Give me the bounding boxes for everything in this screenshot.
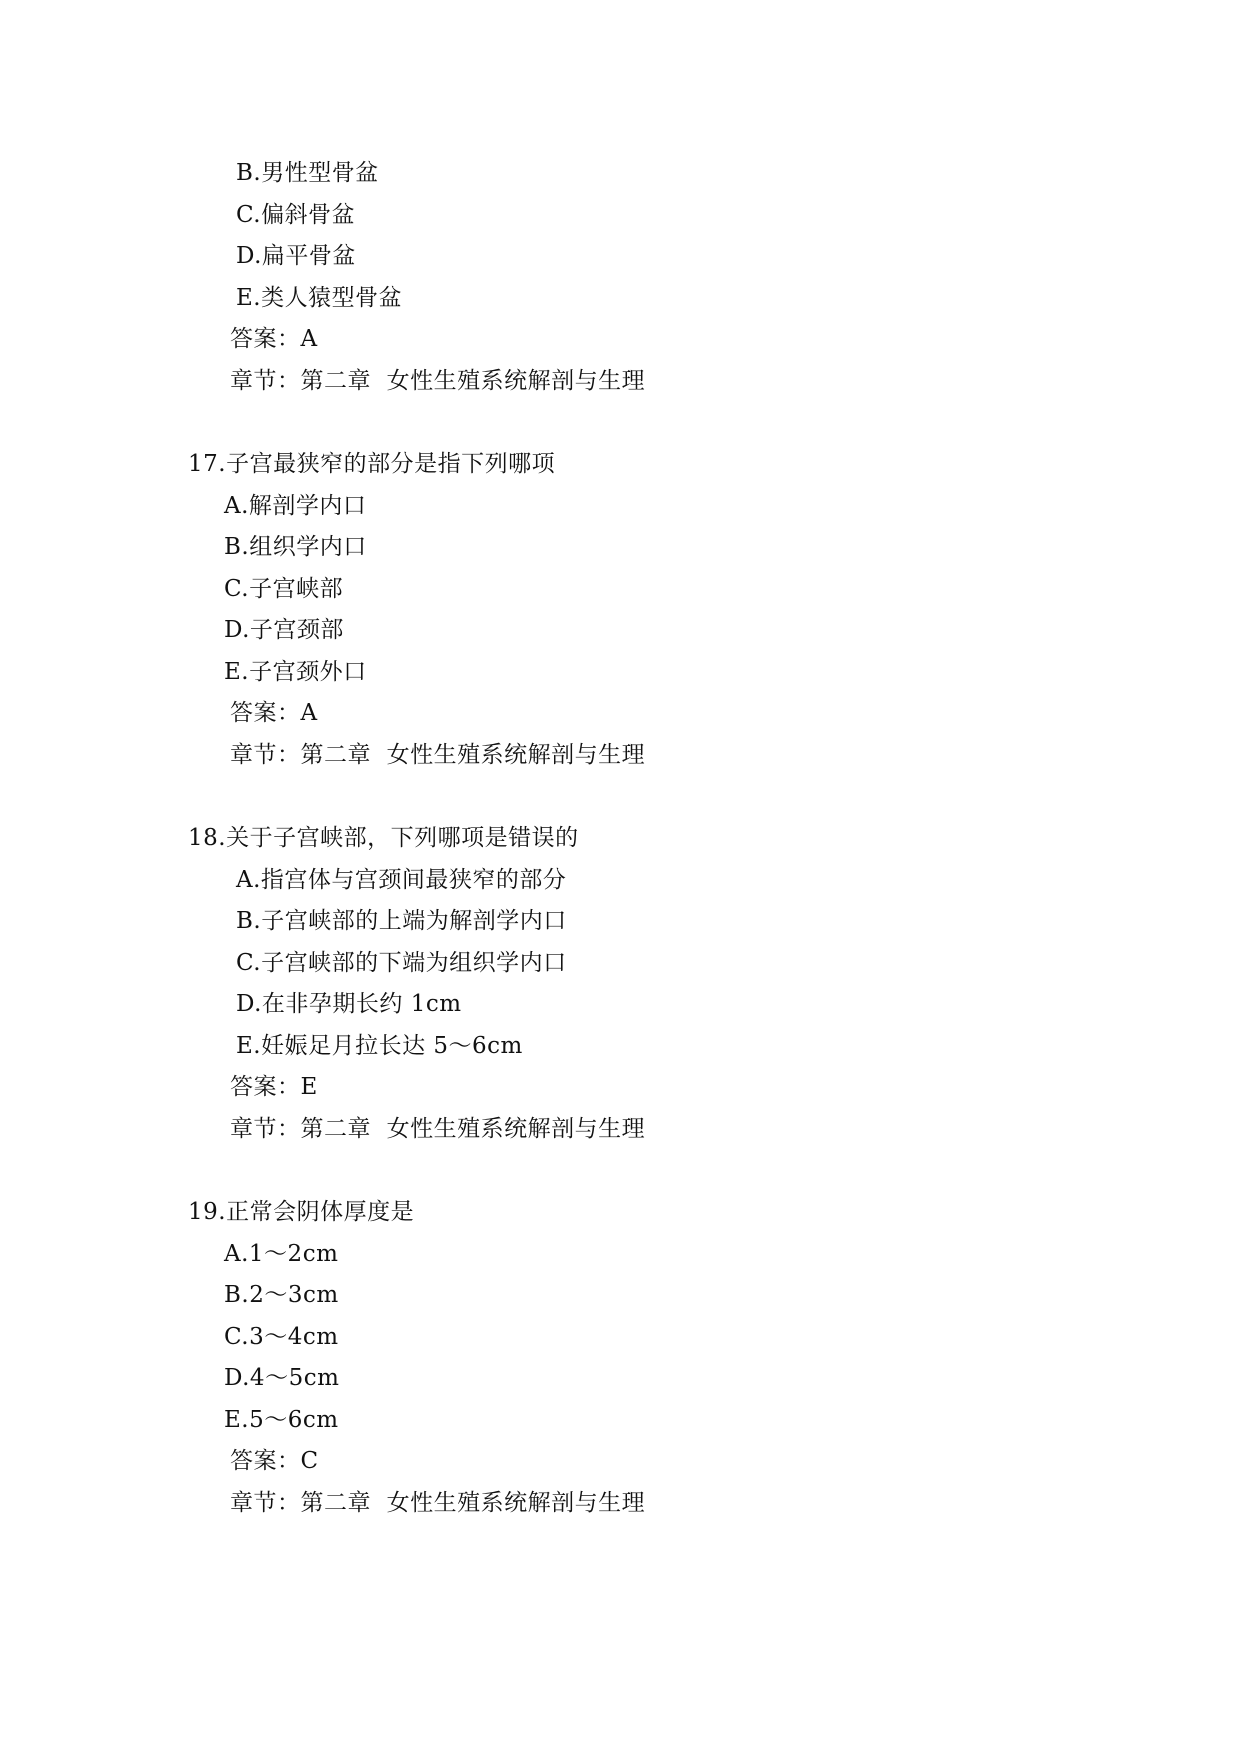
answer: 答案：E [230, 1074, 318, 1100]
option-c: C.3～4cm [224, 1324, 339, 1350]
answer: 答案：C [230, 1448, 319, 1474]
option-b: B.组织学内口 [224, 534, 367, 560]
question-stem: 19.正常会阴体厚度是 [188, 1199, 415, 1225]
option-b: B.男性型骨盆 [236, 160, 379, 186]
option-e: E.5～6cm [224, 1407, 339, 1433]
chapter: 章节：第二章 女性生殖系统解剖与生理 [230, 742, 646, 768]
option-c: C.偏斜骨盆 [236, 202, 356, 228]
option-c: C.子宫峡部 [224, 576, 344, 602]
option-e: E.子宫颈外口 [224, 659, 367, 685]
option-a: A.指宫体与宫颈间最狭窄的部分 [236, 867, 567, 893]
chapter: 章节：第二章 女性生殖系统解剖与生理 [230, 368, 646, 394]
option-c: C.子宫峡部的下端为组织学内口 [236, 950, 567, 976]
option-d: D.扁平骨盆 [236, 243, 356, 269]
chapter: 章节：第二章 女性生殖系统解剖与生理 [230, 1490, 646, 1516]
option-a: A.1～2cm [224, 1241, 339, 1267]
option-d: D.子宫颈部 [224, 617, 344, 643]
chapter: 章节：第二章 女性生殖系统解剖与生理 [230, 1116, 646, 1142]
question-stem: 17.子宫最狭窄的部分是指下列哪项 [188, 451, 556, 477]
answer: 答案：A [230, 700, 318, 726]
answer: 答案：A [230, 326, 318, 352]
question-stem: 18.关于子宫峡部，下列哪项是错误的 [188, 825, 579, 851]
option-e: E.类人猿型骨盆 [236, 285, 403, 311]
option-b: B.子宫峡部的上端为解剖学内口 [236, 908, 567, 934]
option-e: E.妊娠足月拉长达 5～6cm [236, 1033, 523, 1059]
option-d: D.在非孕期长约 1cm [236, 991, 462, 1017]
option-d: D.4～5cm [224, 1365, 340, 1391]
option-a: A.解剖学内口 [224, 493, 367, 519]
option-b: B.2～3cm [224, 1282, 339, 1308]
